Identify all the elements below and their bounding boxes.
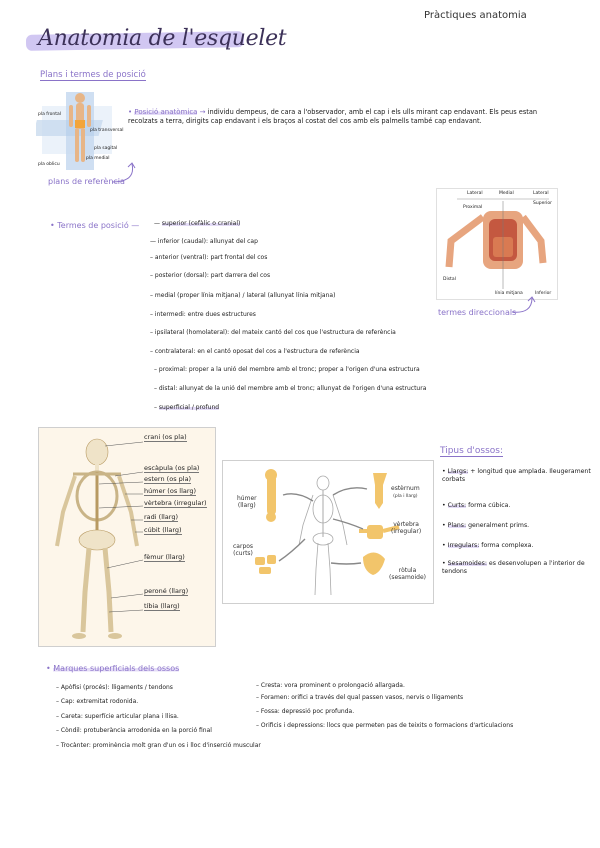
plane-label: pla sagital [94, 146, 118, 151]
marca-item: – Foramen: orifici a través del qual passen vasos, nervis o lligaments [256, 694, 464, 701]
terme-item: – contralateral: en el cantó oposat del cos a l'estructura de referència [150, 348, 360, 355]
dir-label: Superior [533, 201, 553, 206]
plans-heading: Plans i termes de posició [40, 70, 146, 80]
curved-arrow-icon [510, 294, 540, 318]
terme-item: – distal: allunyat de la unió del membre amb el tronc; allunyat de l'origen d'una estructura [154, 385, 427, 392]
terme-item: — superior (cefàlic o cranial) [154, 220, 241, 227]
directional-figure [436, 188, 558, 300]
dir-label: Proximal [463, 205, 483, 210]
terme-item: – anterior (ventral): part frontal del cos [150, 254, 268, 261]
page-title: Anatomia de l'esquelet [38, 26, 287, 51]
skeleton-label: estern (os pla) [144, 475, 192, 483]
marca-item: – Apòfisi (procés): lligaments / tendons [56, 684, 173, 691]
directional-caption: termes direccionals [438, 308, 517, 317]
tipus-item: • Plans: generalment prims. [442, 522, 530, 529]
terme-item: – ipsilateral (homolateral): del mateix cantó del cos que l'estructura de referència [150, 329, 396, 336]
marca-item: – Cresta: vora prominent o prolongació allargada. [256, 682, 405, 689]
bones-figure [222, 460, 434, 604]
tipus-item: • Irregulars: forma complexa. [442, 542, 534, 549]
terme-item: – superficial / profund [154, 404, 220, 411]
terme-item: – proximal: proper a la unió del membre amb el tronc; proper a l'origen d'una estructura [154, 366, 420, 373]
marca-item: – Orificis i depressions: llocs que permeten pas de teixits o formacions d'articulacions [256, 722, 514, 729]
bone-label: carpos (curts) [233, 543, 254, 557]
marca-item: – Trocànter: prominència molt gran d'un os i lloc d'inserció muscular [56, 742, 261, 749]
tipus-item: • Curts: forma cúbica. [442, 502, 511, 509]
terme-item: – posterior (dorsal): part darrera del cos [150, 272, 271, 279]
skeleton-label: crani (os pla) [144, 433, 187, 441]
terme-item: – intermedi: entre dues estructures [150, 311, 256, 318]
planes-caption: plans de referència [48, 177, 125, 186]
bone-label: vèrtebra (irregular) [391, 521, 422, 535]
dir-label: Distal [443, 277, 456, 282]
course-header: Pràctiques anatomia [424, 10, 527, 21]
skeleton-label: cúbit (llarg) [144, 526, 182, 534]
plane-label: pla oblicu [38, 162, 60, 167]
bone-label: húmer (llarg) [237, 495, 257, 509]
tipus-item: • Sesamoides: es desenvolupen a l'interior de tendons [442, 560, 585, 575]
dir-label: línia mitjana [495, 291, 523, 296]
skeleton-figure [38, 427, 216, 647]
marca-item: – Cap: extremitat rodonida. [56, 698, 139, 705]
skeleton-label: fèmur (llarg) [144, 553, 185, 561]
dir-label: Medial [499, 191, 514, 196]
plane-label: pla medial [86, 156, 110, 161]
skeleton-label: radi (llarg) [144, 513, 179, 521]
terme-item: — inferior (caudal): allunyat del cap [150, 238, 258, 245]
curved-arrow-icon [110, 160, 140, 186]
marca-item: – Còndil: protuberància arrodonida en la porció final [56, 727, 212, 734]
bone-label: ròtula (sesamoide) [389, 567, 426, 581]
tipus-item: • Llargs: + longitud que amplada. Ileugerament corbats [442, 468, 591, 483]
posicio-anatomica: • Posició anatòmica → individu dempeus, de cara a l'observador, amb el cap i els ulls mirant cap endavant. Els peus estan recolzats a terra, dirigits cap endavant i els braços al costat del cos amb els palmells també cap endavant. [128, 108, 538, 126]
skeleton-label: vèrtebra (irregular) [144, 499, 207, 507]
tipus-heading: Tipus d'ossos: [440, 446, 503, 456]
skeleton-label: tíbia (llarg) [144, 602, 180, 610]
skeleton-label: peroné (llarg) [144, 587, 189, 595]
skeleton-label: escàpula (os pla) [144, 464, 200, 472]
skeleton-label: húmer (os llarg) [144, 487, 197, 495]
dir-label: Lateral [467, 191, 483, 196]
plane-label: pla transversal [90, 128, 124, 133]
marca-item: – Careta: superfície articular plana i llisa. [56, 713, 179, 720]
termes-heading: • Termes de posició — [50, 221, 140, 230]
dir-label: Inferior [535, 291, 552, 296]
plane-label: pla frontal [38, 112, 62, 117]
terme-item: – medial (proper línia mitjana) / lateral (allunyat línia mitjana) [150, 292, 336, 299]
marca-item: – Fossa: depressió poc profunda. [256, 708, 355, 715]
dir-label: Lateral [533, 191, 549, 196]
marques-heading: • Marques superficials dels ossos [46, 664, 180, 673]
bone-label: estèrnum (pla i llarg) [391, 485, 420, 499]
